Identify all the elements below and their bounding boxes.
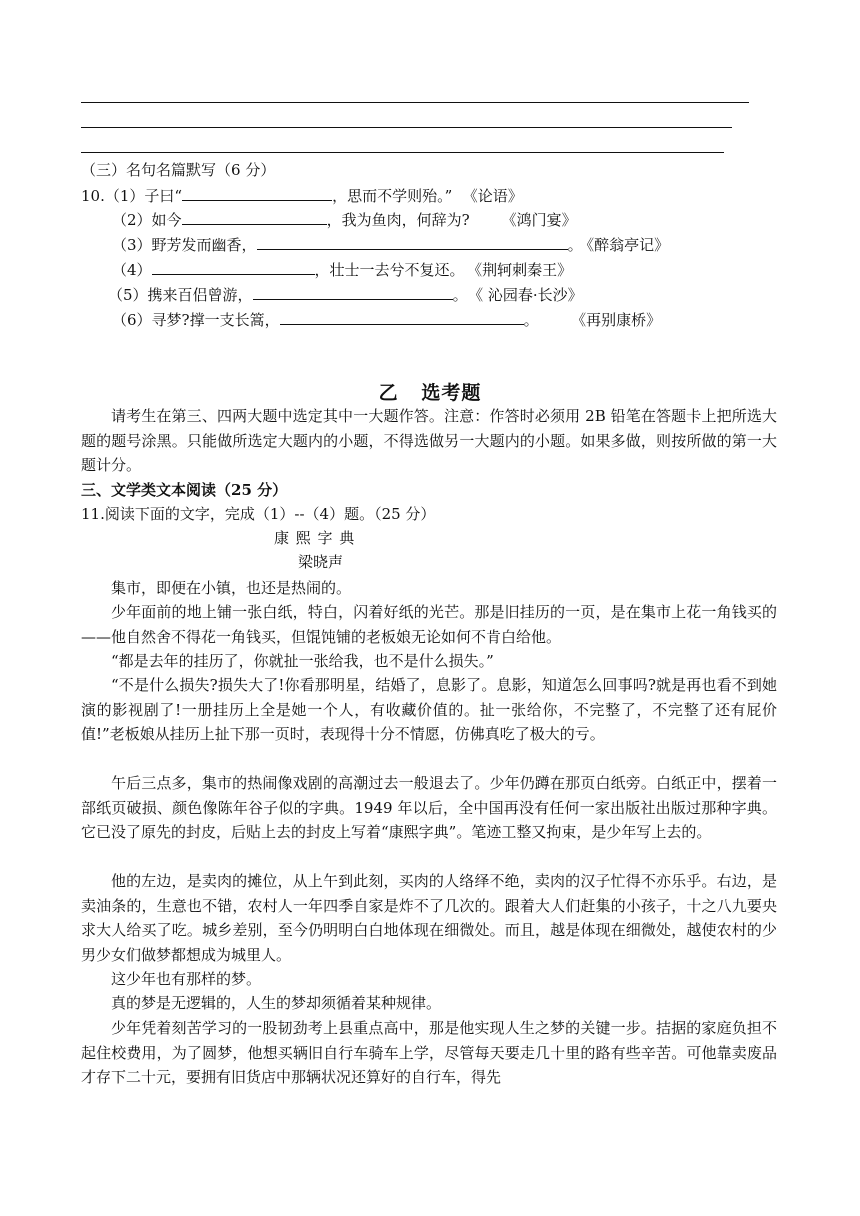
q10-number: 10. bbox=[81, 187, 105, 205]
q10-item-1: 10.（1）子曰“ ，思而不学则殆。” 《论语》 bbox=[81, 184, 523, 206]
section-heading-literature: 三、文学类文本阅读（25 分） bbox=[81, 481, 288, 499]
q10-item-4: （4） ，壮士一去兮不复还。 《荆轲刺秦王》 bbox=[112, 258, 572, 280]
q10-item-3: （3）野芳发而幽香， 。 《醉翁亭记》 bbox=[112, 233, 669, 255]
q10-item-5: （5）携来百侣曾游， 。 《 沁园春·长沙》 bbox=[108, 283, 583, 305]
source-5: 《 沁园春·长沙》 bbox=[475, 286, 583, 304]
fill-blank-4[interactable] bbox=[152, 258, 315, 275]
source-2: 《鸿门宴》 bbox=[501, 211, 577, 229]
article-paragraph: 少年面前的地上铺一张白纸，特白，闪着好纸的光芒。那是旧挂历的一页，是在集市上花一角钱买的——他自然舍不得花一角钱买，但馄饨铺的老板娘无论如何不肯白给他。 bbox=[81, 603, 777, 646]
answer-line-1 bbox=[81, 102, 749, 103]
section-heading-mingju: （三）名句名篇默写（6 分） bbox=[81, 161, 276, 179]
article-paragraph: 真的梦是无逻辑的，人生的梦却须循着某种规律。 bbox=[111, 994, 442, 1012]
article-paragraph: 少年凭着刻苦学习的一股韧劲考上县重点高中，那是他实现人生之梦的关键一步。拮据的家庭负担不起住校费用，为了圆梦，他想买辆旧自行车骑车上学，尽管每天要走几十里的路有些辛苦。可他靠卖废品才存下二十元，要拥有旧货店中那辆状况还算好的自行车，得先 bbox=[81, 1019, 777, 1086]
article-title: 康 熙 字 典 bbox=[274, 529, 356, 547]
q10-item-6: （6）寻梦?撑一支长篙， 。 《再别康桥》 bbox=[112, 308, 661, 330]
q10-item-2: （2）如今 ，我为鱼肉，何辞为? 《鸿门宴》 bbox=[112, 208, 577, 230]
source-4: 《荆轲刺秦王》 bbox=[474, 261, 573, 279]
article-paragraph: 这少年也有那样的梦。 bbox=[111, 970, 262, 988]
fill-blank-5[interactable] bbox=[253, 283, 453, 300]
article-paragraph: 他的左边，是卖肉的摊位，从上午到此刻，买肉的人络绎不绝，卖肉的汉子忙得不亦乐乎。右边，是卖油条的，生意也不错，农村人一年四季自家是炸不了几次的。跟着大人们赶集的小孩子，十之八九要央求大人给买了吃。城乡差别，至今仍明明白白地体现在细微处。而且，越是体现在细微处，越使农村的少男少女们做梦都想成为城里人。 bbox=[81, 872, 777, 964]
part-yi-title: 乙 选考题 bbox=[378, 382, 482, 404]
source-3: 《醉翁亭记》 bbox=[586, 236, 670, 254]
article-paragraph: “不是什么损失?损失大了!你看那明星，结婚了，息影了。息影，知道怎么回事吗?就是再也看不到她演的影视剧了!一册挂历上全是她一个人，有收藏价值的。扯一张给你，不完整了，不完整了还有屁价值!”老板娘从挂历上扯下那一页时，表现得十分不情愿，仿佛真吃了极大的亏。 bbox=[81, 676, 777, 743]
q11-prompt: 11.阅读下面的文字，完成（1）--（4）题。（25 分） bbox=[81, 505, 436, 523]
answer-line-3 bbox=[81, 152, 724, 153]
fill-blank-1[interactable] bbox=[182, 184, 332, 201]
part-yi-instructions: 请考生在第三、四两大题中选定其中一大题作答。注意：作答时必须用 2B 铅笔在答题卡上把所选大题的题号涂黑。只能做所选定大题内的小题，不得选做另一大题内的小题。如果多做，则按所做的第一大题计分。 bbox=[81, 407, 777, 474]
source-1: 《论语》 bbox=[470, 187, 523, 205]
source-6: 《再别康桥》 bbox=[578, 311, 662, 329]
answer-line-2 bbox=[81, 127, 732, 128]
article-paragraph: “都是去年的挂历了，你就扯一张给我，也不是什么损失。” bbox=[111, 652, 494, 670]
fill-blank-6[interactable] bbox=[280, 308, 524, 325]
article-author: 梁晓声 bbox=[298, 553, 344, 571]
article-paragraph: 午后三点多，集市的热闹像戏剧的高潮过去一般退去了。少年仍蹲在那页白纸旁。白纸正中，摆着一部纸页破损、颜色像陈年谷子似的字典。1949 年以后，全中国再没有任何一家出版社出版过那种字典。它已没了原先的封皮，后贴上去的封皮上写着“康熙字典”。笔迹工整又拘束，是少年写上去的。 bbox=[81, 774, 777, 841]
fill-blank-2[interactable] bbox=[182, 208, 327, 225]
fill-blank-3[interactable] bbox=[257, 233, 568, 250]
article-paragraph: 集市，即便在小镇，也还是热闹的。 bbox=[111, 579, 352, 597]
